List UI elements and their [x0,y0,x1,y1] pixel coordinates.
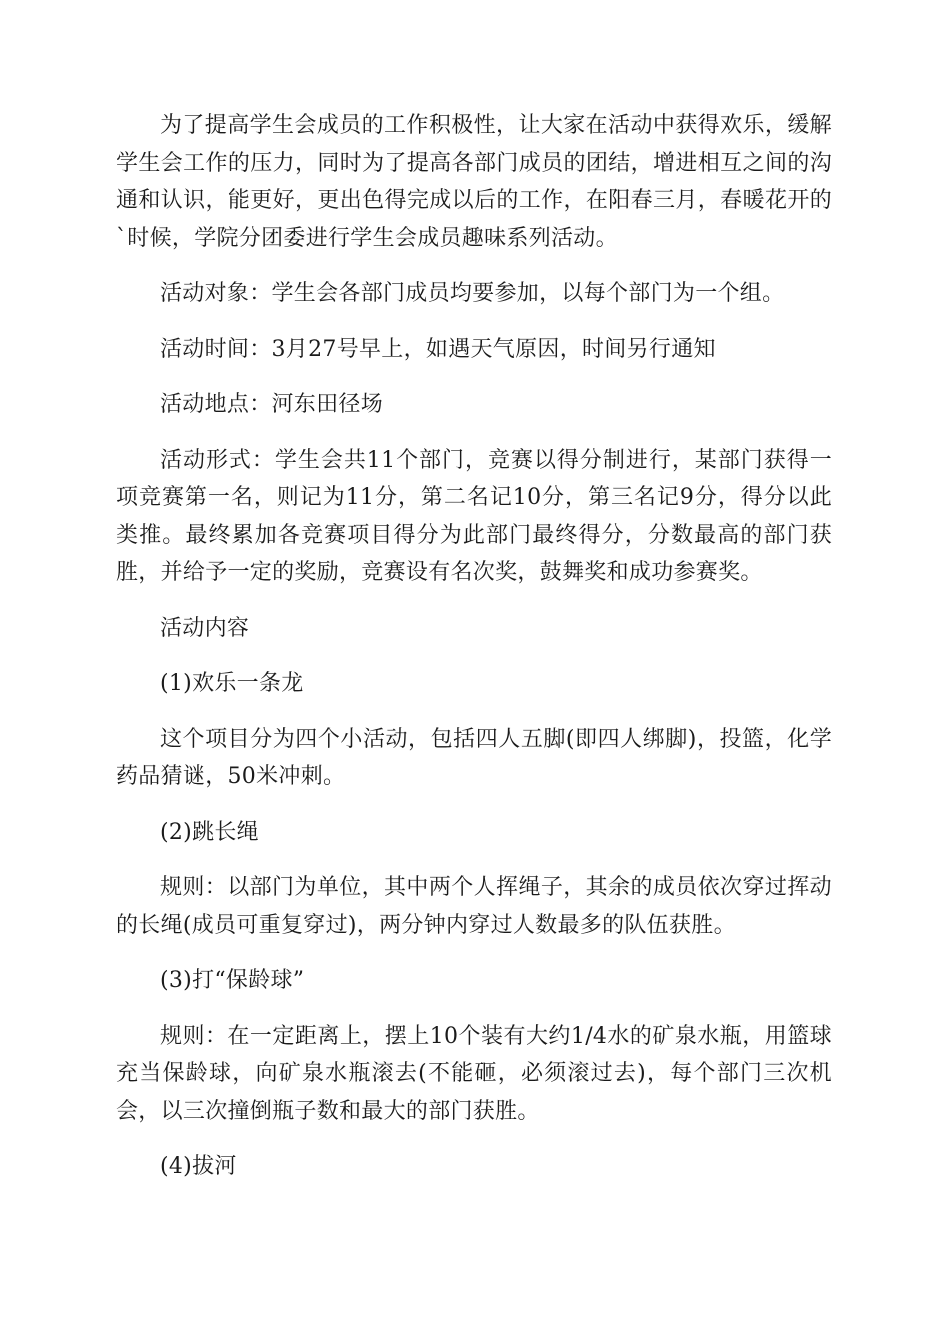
activity-format: 活动形式：学生会共11个部门，竞赛以得分制进行，某部门获得一项竞赛第一名，则记为11分，第二名记10分，第三名记9分，得分以此类推。最终累加各竞赛项目得分为此部门最终得分，分数最高的部门获胜，并给予一定的奖励，竞赛设有名次奖，鼓舞奖和成功参赛奖。 [116,447,832,585]
item-3-heading: (3)打“保龄球” [160,968,305,993]
item-4-heading: (4)拔河 [160,1154,237,1179]
item-3-rules: 规则：在一定距离上，摆上10个装有大约1/4水的矿泉水瓶，用篮球充当保龄球，向矿泉水瓶滚去(不能砸，必须滚过去)，每个部门三次机会，以三次撞倒瓶子数和最大的部门获胜。 [116,1023,832,1124]
item-2-rules: 规则：以部门为单位，其中两个人挥绳子，其余的成员依次穿过挥动的长绳(成员可重复穿过)，两分钟内穿过人数最多的队伍获胜。 [116,875,832,938]
item-1-heading: (1)欢乐一条龙 [160,671,304,696]
intro-paragraph: 为了提高学生会成员的工作积极性，让大家在活动中获得欢乐，缓解学生会工作的压力，同时为了提高各部门成员的团结，增进相互之间的沟通和认识，能更好，更出色得完成以后的工作，在阳春三月，春暖花开的`时候，学院分团委进行学生会成员趣味系列活动。 [116,113,832,251]
activity-target: 活动对象：学生会各部门成员均要参加，以每个部门为一个组。 [160,281,785,306]
activity-time: 活动时间：3月27号早上，如遇天气原因，时间另行通知 [160,336,716,362]
item-1-description: 这个项目分为四个小活动，包括四人五脚(即四人绑脚)，投篮，化学药品猜谜，50米冲刺。 [116,726,832,789]
document-body [116,107,832,1204]
activity-location: 活动地点：河东田径场 [160,392,384,417]
item-2-heading: (2)跳长绳 [160,819,259,845]
activity-content-heading: 活动内容 [160,615,250,641]
